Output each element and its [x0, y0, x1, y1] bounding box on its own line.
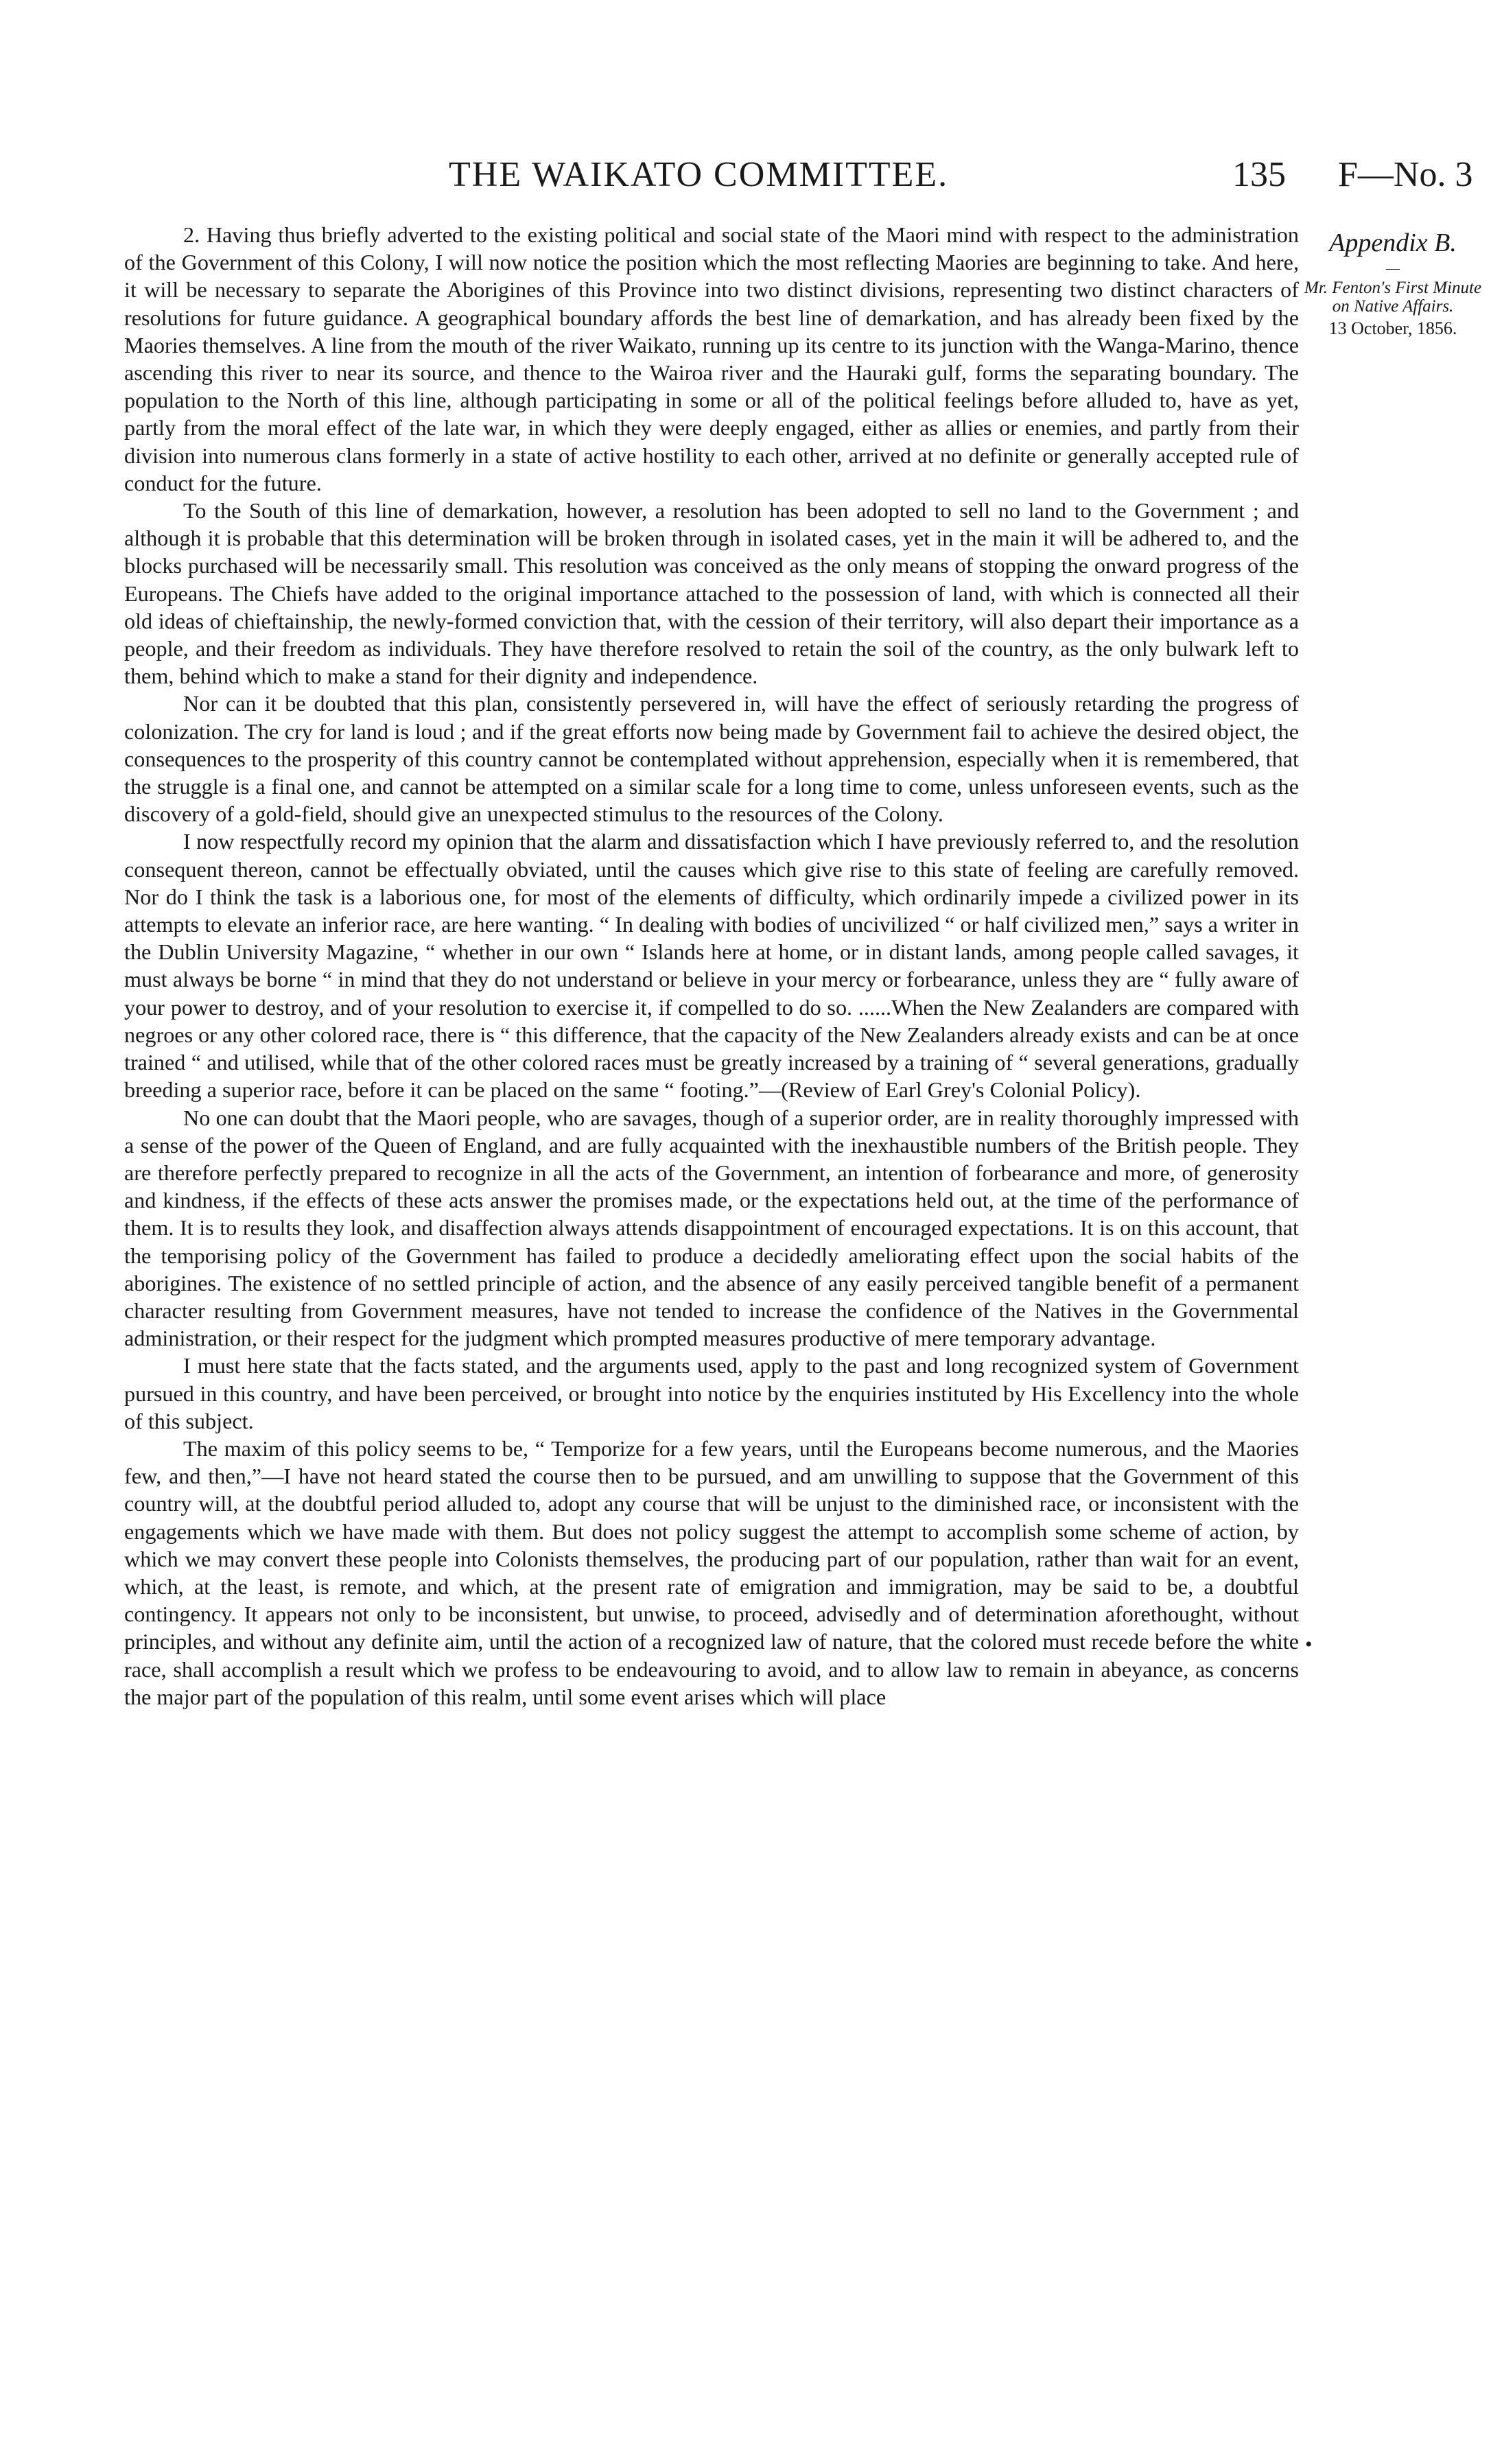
margin-dash: —: [1386, 261, 1400, 276]
paragraph: I must here state that the facts stated, and the arguments used, apply to the past and long recognized system of Government pursued in this country, and have been perceived, or brought into notice by the enquiries instituted by His Excellency into the whole of this subject.: [124, 1353, 1299, 1433]
margin-appendix-label: Appendix B.: [1329, 228, 1457, 257]
page-title: THE WAIKATO COMMITTEE.: [449, 155, 949, 194]
page-header: [0, 154, 1491, 202]
document-reference: F—No. 3: [1338, 155, 1473, 194]
stray-mark: •: [1305, 1633, 1313, 1656]
margin-minute-title: Mr. Fenton's First Minute on Native Affairs.: [1304, 279, 1482, 316]
margin-note: [1304, 228, 1482, 340]
paragraph: I now respectfully record my opinion that the alarm and dissatisfaction which I have previously referred to, and the resolution consequent thereon, cannot be effectually obviated, until the causes which give rise to this state of feeling are carefully removed. Nor do I think the task is a laborious one, for most of the elements of difficulty, which ordinarily impede a civilized power in its attempts to elevate an inferior race, are here wanting. “ In dealing with bodies of uncivilized “ or half civilized men,” says a writer in the Dublin University Magazine, “ whether in our own “ Islands here at home, or in distant lands, among people called savages, it must always be borne “ in mind that they do not understand or believe in your mercy or forbearance, unless they are “ fully aware of your power to destroy, and of your resolution to exercise it, if compelled to do so. ......When the New Zealanders are compared with negroes or any other colored race, there is “ this difference, that the capacity of the New Zealanders already exists and can be at once trained “ and utilised, while that of the other colored races must be greatly increased by a training of “ several generations, gradually breeding a superior race, before it can be placed on the same “ footing.”—(Review of Earl Grey's Colonial Policy).: [124, 829, 1299, 1103]
paragraph: The maxim of this policy seems to be, “ Temporize for a few years, until the Europeans become numerous, and the Maories few, and then,”—I have not heard stated the course then to be pursued, and am unwilling to suppose that the Government of this country will, at the doubtful period alluded to, adopt any course that will be unjust to the diminished race, or inconsistent with the engagements which we have made with them. But does not policy suggest the attempt to accomplish some scheme of action, by which we may convert these people into Colonists themselves, the producing part of our population, rather than wait for an event, which, at the least, is remote, and which, at the present rate of emigration and immigration, may be said to be, a doubtful contingency. It appears not only to be inconsistent, but unwise, to proceed, advisedly and of determination aforethought, without principles, and without any definite aim, until the action of a recognized law of nature, that the colored must recede before the white race, shall accomplish a result which we profess to be endeavouring to avoid, and to allow law to remain in abeyance, as concerns the major part of the population of this realm, until some event arises which will place: [124, 1435, 1299, 1709]
page-number: 135: [1232, 155, 1286, 194]
body-text: [124, 221, 1299, 1711]
margin-date: 13 October, 1856.: [1328, 318, 1457, 338]
paragraph: 2. Having thus briefly adverted to the existing political and social state of the Maori mind with respect to the administration of the Government of this Colony, I will now notice the position which the most reflecting Maories are beginning to take. And here, it will be necessary to separate the Aborigines of this Province into two distinct divisions, representing two distinct characters of resolutions for future guidance. A geographical boundary affords the best line of demarkation, and has already been fixed by the Maories themselves. A line from the mouth of the river Waikato, running up its centre to its junction with the Wanga-Marino, thence ascending this river to near its source, and thence to the Wairoa river and the Hauraki gulf, forms the separating boundary. The population to the North of this line, although participating in some or all of the political feelings before alluded to, have as yet, partly from the moral effect of the late war, in which they were deeply engaged, either as allies or enemies, and partly from their division into numerous clans formerly in a state of active hostility to each other, arrived at no definite or generally accepted rule of conduct for the future.: [124, 222, 1299, 495]
paragraph: No one can doubt that the Maori people, who are savages, though of a superior order, are in reality thoroughly impressed with a sense of the power of the Queen of England, and are fully acquainted with the inexhaustible numbers of the British people. They are therefore perfectly prepared to recognize in all the acts of the Government, an intention of forbearance and more, of generosity and kindness, if the effects of these acts answer the promises made, or the expectations held out, at the time of the performance of them. It is to results they look, and disaffection always attends disappointment of encouraged expectations. It is on this account, that the temporising policy of the Government has failed to produce a decidedly ameliorating effect upon the social habits of the aborigines. The existence of no settled principle of action, and the absence of any easily perceived tangible benefit of a permanent character resulting from Government measures, have not tended to increase the confidence of the Natives in the Governmental administration, or their respect for the judgment which prompted measures productive of mere temporary advantage.: [124, 1105, 1299, 1351]
paragraph: To the South of this line of demarkation, however, a resolution has been adopted to sell no land to the Government ; and although it is probable that this determination will be broken through in isolated cases, yet in the main it will be adhered to, and the blocks purchased will be necessarily small. This resolution was conceived as the only means of stopping the onward progress of the Europeans. The Chiefs have added to the original importance attached to the possession of land, with which is connected all their old ideas of chieftainship, the newly-formed conviction that, with the cession of their territory, will also depart their importance as a people, and their freedom as individuals. They have therefore resolved to retain the soil of the country, as the only bulwark left to them, behind which to make a stand for their dignity and independence.: [124, 498, 1299, 689]
paragraph: Nor can it be doubted that this plan, consistently persevered in, will have the effect of seriously retarding the progress of colonization. The cry for land is loud ; and if the great efforts now being made by Government fail to achieve the desired object, the consequences to the prosperity of this country cannot be contemplated without apprehension, especially when it is remembered, that the struggle is a final one, and cannot be attempted on a similar scale for a long time to come, unless unforeseen events, such as the discovery of a gold-field, should give an unexpected stimulus to the resources of the Colony.: [124, 691, 1299, 827]
